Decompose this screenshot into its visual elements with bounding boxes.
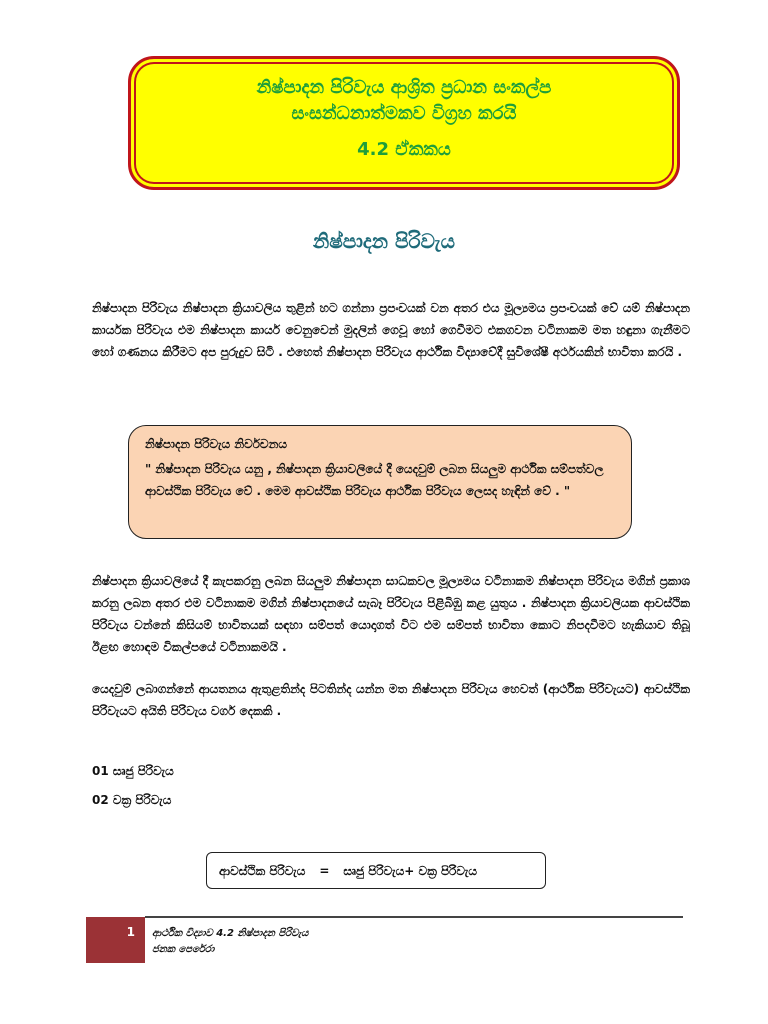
definition-quote: " නිෂ්පාදන පිරිවැය යනු , නිෂ්පාදන ක්‍රියාවලියේ දී යෙදවුම් ලබන සියලුම ආර්ථික සම්පත්වල ආවස්ථික පිරිවැය වේ . මෙම ආවස්ථික පිරිවැය ආර්ථික පිරිවැය ලෙසද හැඳින් වේ . " [145, 462, 604, 498]
formula-equals: = [319, 863, 330, 878]
cost-types-paragraph: යෙදවුම් ලබාගන්නේ ආයතනය ඇතුළතින්ද පිටතින්ද යන්න මත නිෂ්පාදන පිරිවැය හෙවත් (ආර්ථික පිරිවැයට) ආවස්ථික පිරිවැයට අයිති පිරිවැය වර්ග දෙකකි . [92, 682, 690, 718]
opportunity-cost-paragraph: නිෂ්පාදන ක්‍රියාවලියේ දී කැපකරනු ලබන සියලුම නිෂ්පාදන සාධකවල මූල්‍යමය වටිනාකම නිෂ්පාදන පිරිවැය මගින් ප්‍රකාශ කරනු ලබන අතර එම වටිනාකම මගින් නිෂ්පාදනයේ සැබෑ පිරිවැය පිළිබිඹු කළ යුතුය . නිෂ්පාදන ක්‍රියාවලියක ආවස්ථික පිරිවැය වන්නේ කිසියම් භාවිතයක් සඳහා සම්පත් යොදාගත් විට එම සම්පත් භාවිතා කොට නිපදවීමට හැකියාව තිබූ ඊළඟ හොඳම විකල්පයේ වටිනාකමයි . [92, 574, 690, 654]
list-item: 02 වක්‍ර පිරිවැය [92, 793, 172, 807]
footer-author: ජනක පෙරේරා [152, 944, 215, 955]
definition-box [128, 425, 632, 539]
formula-right: සෘජු පිරිවැය+ වක්‍ර පිරිවැය [343, 863, 478, 878]
page-number-box [86, 917, 145, 963]
footer-subject: ආර්ථික විද්‍යාව 4.2 නිෂ්පාදන පිරිවැය [152, 928, 309, 939]
formula-left: ආවස්ථික පිරිවැය [219, 863, 306, 878]
banner-heading-line2: සංසන්ධනාත්මකව විග්‍රහ කරයි [291, 103, 517, 124]
intro-paragraph: නිෂ්පාදන පිරිවැය නිෂ්පාදන ක්‍රියාවලිය තුළින් හට ගන්නා ප්‍රපංචයක් වන අතර එය මූල්‍යමය ප්‍රපංචයක් වේ යම් නිෂ්පාදන කාර්යක පිරිවැය එම නිෂ්පාදන කාර්ය වෙනුවෙන් මුදලින් ගෙවූ හෝ ගෙවීමට එකගවන වටිනාකම මත හඳුනා ගැනීමට හෝ ගණනය කිරීමට අප පුරුදුව සිටි . එහෙත් නිෂ්පාදන පිරිවැය ආර්ථික විද්‍යාවේදී සුවිශේෂී අර්ථයකින් භාවිතා කරයි . [92, 301, 690, 359]
footer-divider [145, 916, 683, 918]
banner-unit-label: 4.2 ඒකකය [357, 139, 451, 160]
definition-heading: නිෂ්පාදන පිරිවැය නිර්වචනය [145, 437, 287, 451]
page-number: 1 [126, 925, 135, 939]
banner-heading-line1: නිෂ්පාදන පිරිවැය ආශ්‍රිත ප්‍රධාන සංකල්ප [256, 77, 552, 98]
page-title: නිෂ්පාදන පිරිවැය [313, 229, 455, 253]
list-item: 01 සෘජු පිරිවැය [92, 764, 174, 778]
unit-banner [128, 56, 680, 190]
formula-box [206, 852, 546, 889]
